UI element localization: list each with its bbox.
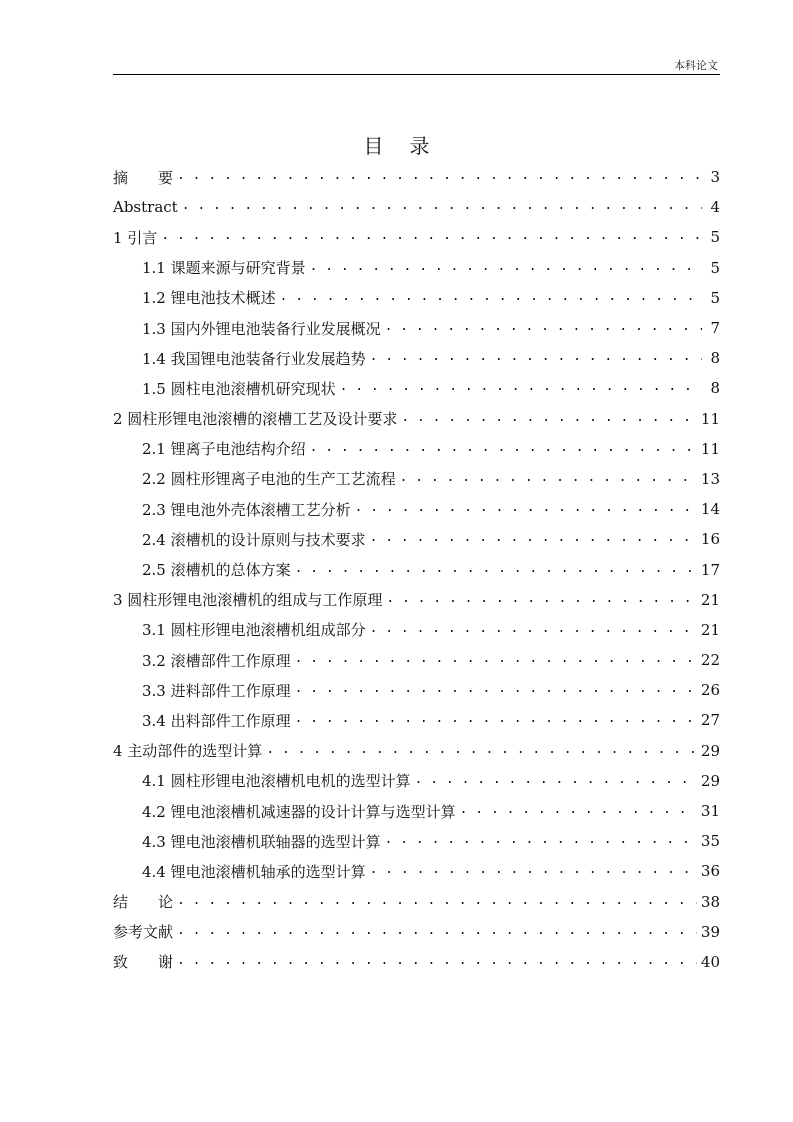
toc-entry[interactable] [113,917,720,947]
toc-entry-page-number: 29 [700,741,720,760]
toc-dot-leader [370,349,702,367]
toc-entry-page-number: 27 [700,711,720,730]
toc-entry-label: 1.4 我国锂电池装备行业发展趋势 [142,349,366,368]
header-divider [113,74,720,75]
toc-entry-label: 致 谢 [113,953,174,972]
toc-entry-page-number: 22 [700,651,720,670]
toc-entry-page-number: 16 [700,530,720,549]
toc-dot-leader [177,923,697,941]
toc-entry[interactable] [113,554,720,584]
toc-entry-label: 4.4 锂电池滚槽机轴承的选型计算 [142,862,366,881]
table-of-contents [113,162,720,977]
toc-entry-page-number: 31 [700,802,720,821]
toc-entry[interactable] [113,856,720,886]
toc-entry-label: Abstract [113,198,178,217]
toc-entry-label: 2.4 滚槽机的设计原则与技术要求 [142,530,366,549]
toc-entry-label: 1 引言 [113,228,158,247]
toc-dot-leader [400,470,697,488]
toc-dot-leader [161,228,702,246]
toc-dot-leader [460,802,697,820]
toc-entry-label: 3.3 进料部件工作原理 [142,681,291,700]
toc-entry-label: 2.5 滚槽机的总体方案 [142,561,291,580]
toc-entry[interactable] [113,313,720,343]
toc-dot-leader [266,742,697,760]
toc-dot-leader [386,591,697,609]
toc-entry-page-number: 38 [700,892,720,911]
toc-dot-leader [177,168,702,186]
toc-entry[interactable] [113,253,720,283]
toc-entry-page-number: 8 [710,349,720,368]
toc-entry[interactable] [113,796,720,826]
toc-entry-label: 2.1 锂离子电池结构介绍 [142,440,306,459]
toc-entry-page-number: 39 [700,922,720,941]
toc-entry-page-number: 8 [710,379,720,398]
toc-dot-leader [182,198,702,216]
toc-entry-page-number: 21 [700,590,720,609]
toc-entry[interactable] [113,675,720,705]
toc-entry-label: 4.2 锂电池滚槽机减速器的设计计算与选型计算 [142,802,456,821]
toc-entry-page-number: 11 [700,409,720,428]
running-header-label: 本科论文 [674,59,718,72]
toc-dot-leader [295,651,697,669]
toc-entry[interactable] [113,766,720,796]
toc-entry-label: 1.3 国内外锂电池装备行业发展概况 [142,319,381,338]
toc-entry-label: 1.2 锂电池技术概述 [142,289,276,308]
toc-entry[interactable] [113,192,720,222]
toc-entry-label: 3 圆柱形锂电池滚槽机的组成与工作原理 [113,591,383,610]
toc-entry-label: 3.2 滚槽部件工作原理 [142,651,291,670]
toc-dot-leader [415,772,697,790]
toc-entry[interactable] [113,736,720,766]
toc-entry-label: 1.1 课题来源与研究背景 [142,259,306,278]
toc-dot-leader [340,379,702,397]
toc-dot-leader [355,500,697,518]
toc-dot-leader [177,893,697,911]
toc-entry-label: 2.2 圆柱形锂离子电池的生产工艺流程 [142,470,396,489]
toc-entry[interactable] [113,524,720,554]
toc-entry-page-number: 26 [700,681,720,700]
toc-title: 目录 [363,134,456,158]
toc-entry-label: 参考文献 [113,923,174,942]
toc-dot-leader [310,259,702,277]
toc-entry[interactable] [113,705,720,735]
toc-entry[interactable] [113,947,720,977]
toc-dot-leader [385,319,702,337]
toc-entry-label: 摘 要 [113,168,174,187]
toc-dot-leader [370,862,697,880]
toc-entry[interactable] [113,283,720,313]
toc-entry-label: 4.1 圆柱形锂电池滚槽机电机的选型计算 [142,772,411,791]
toc-entry[interactable] [113,464,720,494]
toc-dot-leader [295,711,697,729]
toc-entry-page-number: 7 [710,319,720,338]
toc-dot-leader [370,530,697,548]
toc-entry[interactable] [113,222,720,252]
toc-entry-label: 2 圆柱形锂电池滚槽的滚槽工艺及设计要求 [113,410,398,429]
toc-entry-label: 结 论 [113,893,174,912]
toc-entry-page-number: 21 [700,620,720,639]
toc-entry-label: 3.4 出料部件工作原理 [142,711,291,730]
toc-entry[interactable] [113,343,720,373]
toc-entry-page-number: 5 [710,228,720,247]
toc-entry-page-number: 13 [700,469,720,488]
toc-entry[interactable] [113,373,720,403]
toc-dot-leader [401,410,697,428]
toc-entry[interactable] [113,645,720,675]
toc-entry-label: 1.5 圆柱电池滚槽机研究现状 [142,379,336,398]
toc-entry-page-number: 5 [710,258,720,277]
toc-entry-label: 4.3 锂电池滚槽机联轴器的选型计算 [142,832,381,851]
toc-entry-page-number: 40 [700,952,720,971]
toc-entry-page-number: 5 [710,288,720,307]
toc-dot-leader [310,440,697,458]
toc-entry-label: 2.3 锂电池外壳体滚槽工艺分析 [142,500,351,519]
toc-entry-page-number: 35 [700,832,720,851]
toc-dot-leader [295,681,697,699]
toc-entry-page-number: 14 [700,500,720,519]
toc-entry-label: 4 主动部件的选型计算 [113,742,263,761]
toc-entry[interactable] [113,494,720,524]
toc-dot-leader [280,289,702,307]
toc-entry-page-number: 3 [710,168,720,187]
toc-entry-page-number: 36 [700,862,720,881]
toc-entry-label: 3.1 圆柱形锂电池滚槽机组成部分 [142,621,366,640]
toc-dot-leader [385,832,697,850]
toc-entry-page-number: 4 [710,198,720,217]
toc-entry[interactable] [113,404,720,434]
toc-entry[interactable] [113,434,720,464]
toc-entry-page-number: 17 [700,560,720,579]
toc-entry-page-number: 11 [700,439,720,458]
toc-entry[interactable] [113,162,720,192]
toc-entry[interactable] [113,826,720,856]
toc-dot-leader [370,621,697,639]
toc-entry[interactable] [113,585,720,615]
toc-entry-page-number: 29 [700,771,720,790]
toc-dot-leader [177,953,697,971]
toc-entry[interactable] [113,887,720,917]
toc-dot-leader [295,561,697,579]
toc-entry[interactable] [113,615,720,645]
